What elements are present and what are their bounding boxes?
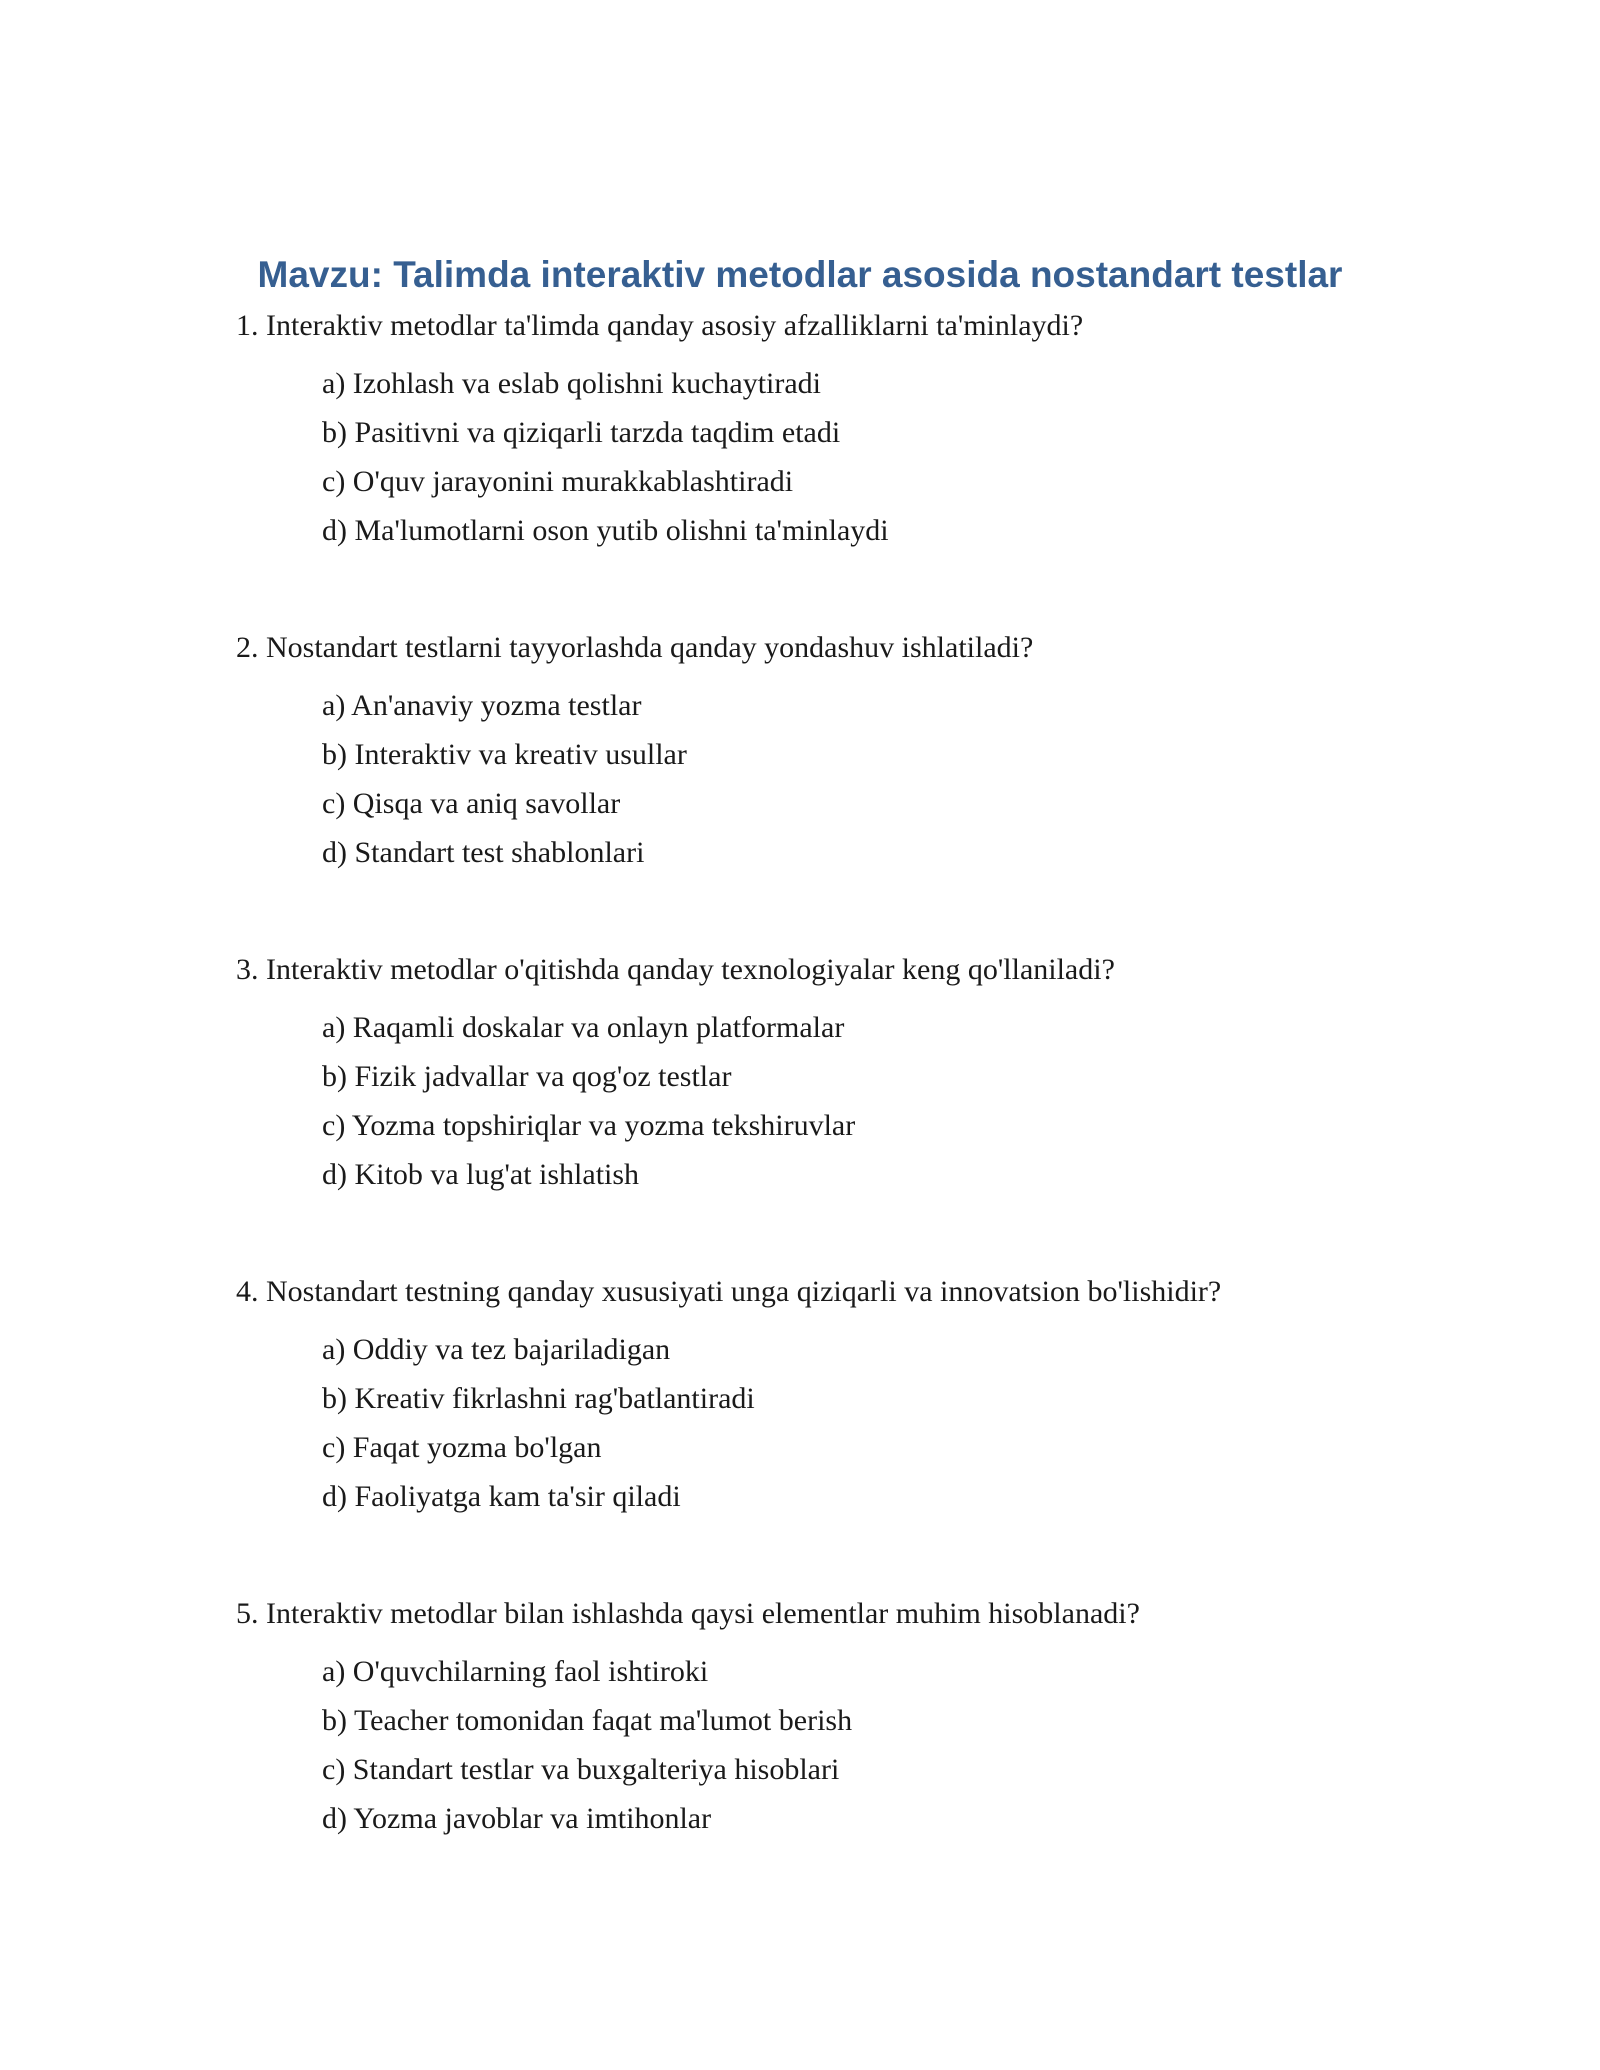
question-5-option-c: c) Standart testlar va buxgalteriya hisoblari [322,1753,840,1786]
question-1-option-a: a) Izohlash va eslab qolishni kuchaytiradi [322,367,822,400]
question-5-option-b: b) Teacher tomonidan faqat ma'lumot berish [322,1704,853,1737]
question-1-option-b: b) Pasitivni va qiziqarli tarzda taqdim etadi [322,416,841,449]
question-2-option-a: a) An'anaviy yozma testlar [322,689,642,722]
question-4-option-c: c) Faqat yozma bo'lgan [322,1431,602,1464]
question-1-option-c: c) O'quv jarayonini murakkablashtiradi [322,465,794,498]
question-2: 2. Nostandart testlarni tayyorlashda qanday yondashuv ishlatiladi? [236,631,1034,664]
question-4-option-d: d) Faoliyatga kam ta'sir qiladi [322,1480,681,1513]
question-4: 4. Nostandart testning qanday xususiyati unga qiziqarli va innovatsion bo'lishidir? [236,1275,1222,1308]
question-3-option-a: a) Raqamli doskalar va onlayn platformalar [322,1011,845,1044]
document-title: Mavzu: Talimda interaktiv metodlar asosida nostandart testlar [257,254,1343,295]
question-5-option-a: a) O'quvchilarning faol ishtiroki [322,1655,709,1688]
question-3: 3. Interaktiv metodlar o'qitishda qanday texnologiyalar keng qo'llaniladi? [236,953,1115,986]
question-2-option-d: d) Standart test shablonlari [322,836,645,869]
question-1: 1. Interaktiv metodlar ta'limda qanday asosiy afzalliklarni ta'minlaydi? [236,309,1084,342]
question-4-option-a: a) Oddiy va tez bajariladigan [322,1333,671,1366]
question-5-option-d: d) Yozma javoblar va imtihonlar [322,1802,712,1835]
question-5: 5. Interaktiv metodlar bilan ishlashda qaysi elementlar muhim hisoblanadi? [236,1597,1140,1630]
question-4-option-b: b) Kreativ fikrlashni rag'batlantiradi [322,1382,755,1415]
question-3-option-b: b) Fizik jadvallar va qog'oz testlar [322,1060,732,1093]
question-3-option-d: d) Kitob va lug'at ishlatish [322,1158,640,1191]
question-1-option-d: d) Ma'lumotlarni oson yutib olishni ta'minlaydi [322,514,889,547]
question-2-option-c: c) Qisqa va aniq savollar [322,787,621,820]
question-3-option-c: c) Yozma topshiriqlar va yozma tekshiruvlar [322,1109,856,1142]
question-2-option-b: b) Interaktiv va kreativ usullar [322,738,687,771]
